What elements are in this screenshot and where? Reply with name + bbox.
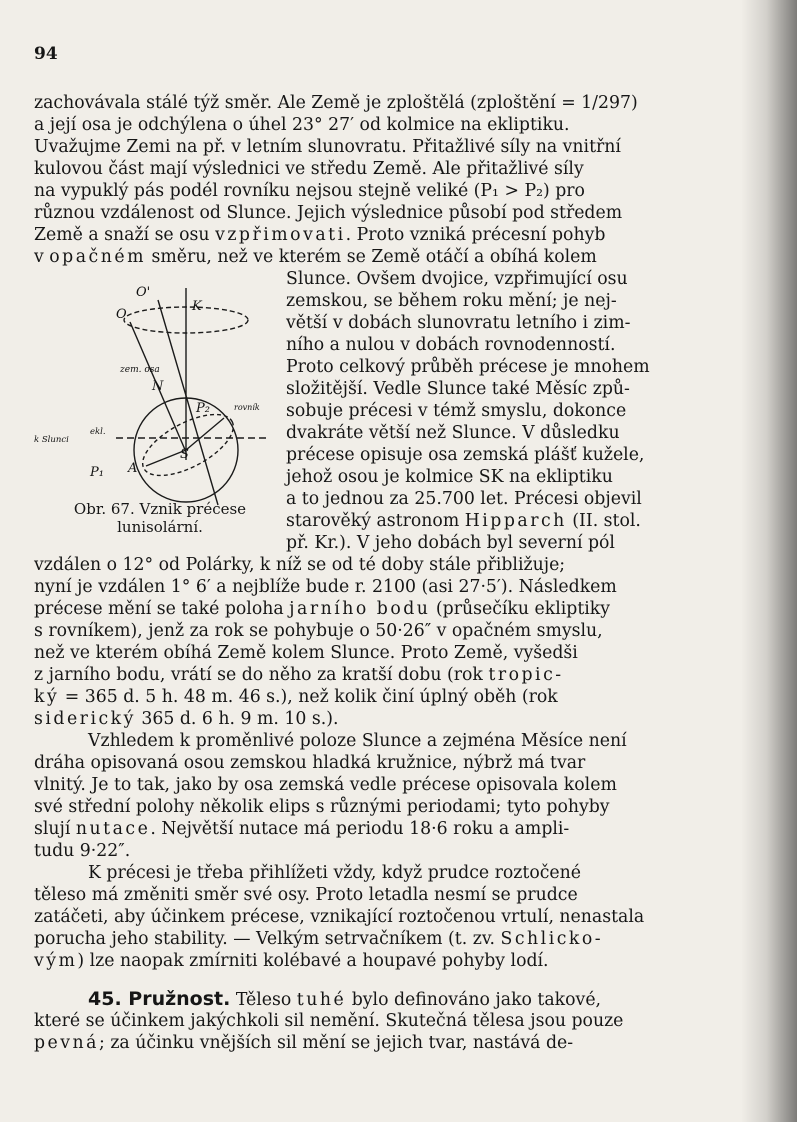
label-o: O bbox=[116, 307, 127, 322]
spaced-term: tuhé bbox=[296, 990, 347, 1010]
text-line: Proto celkový průběh précese je mnohem bbox=[286, 357, 650, 377]
text-run: bylo definováno jako takové, bbox=[346, 990, 602, 1010]
text-line: vlnitý. Je to tak, jako by osa zemská vedle précese opisovala kolem bbox=[34, 775, 617, 795]
spaced-term: ký bbox=[34, 687, 60, 707]
equator-ellipse bbox=[134, 402, 243, 488]
label-s: S bbox=[180, 447, 189, 462]
text-line: tudu 9·22″. bbox=[34, 841, 131, 861]
text-run: . Proto vzniká précesní pohyb bbox=[345, 225, 606, 245]
text-run: = 365 d. 5 h. 48 m. 46 s.), než kolik činí úplný oběh (rok bbox=[59, 687, 558, 707]
text-line bbox=[34, 708, 338, 730]
text-line: těleso má změniti směr své osy. Proto letadla nesmí se prudce bbox=[34, 885, 578, 905]
text-line: zemskou, se během roku mění; je nej- bbox=[286, 291, 617, 311]
section-heading-line bbox=[88, 988, 601, 1011]
text-line: složitější. Vedle Slunce také Měsíc způ- bbox=[286, 379, 630, 399]
text-line: vzdálen o 12° od Polárky, k níž se od té doby stále přibližuje; bbox=[34, 555, 566, 575]
label-k: K bbox=[192, 299, 202, 314]
text-line: na vypuklý pás podél rovníku nejsou stejně veliké (P₁ > P₂) pro bbox=[34, 181, 585, 201]
label-rovnik: rovník bbox=[234, 403, 260, 412]
text-run: z jarního bodu, vrátí se do něho za kratší dobu (rok bbox=[34, 665, 489, 685]
text-line: a to jednou za 25.700 let. Précesi objevil bbox=[286, 489, 642, 509]
text-line: sobuje précesi v témž smyslu, dokonce bbox=[286, 401, 627, 421]
text-run: (II. stol. bbox=[566, 511, 641, 531]
text-line: jehož osou je kolmice SK na ekliptiku bbox=[286, 467, 613, 487]
text-line bbox=[34, 598, 610, 620]
spaced-term: vým bbox=[34, 951, 78, 971]
text-run: (průsečíku ekliptiky bbox=[430, 599, 611, 619]
text-line: dvakráte větší než Slunce. V důsledku bbox=[286, 423, 620, 443]
figure-caption-line: lunisolární. bbox=[117, 518, 203, 536]
text-line: dráha opisovaná osou zemskou hladká kružnice, nýbrž má tvar bbox=[34, 753, 586, 773]
spaced-term: Schlicko- bbox=[500, 929, 604, 949]
text-line: a její osa je odchýlena o úhel 23° 27′ od kolmice na ekliptiku. bbox=[34, 115, 570, 135]
text-run: précese mění se také poloha bbox=[34, 599, 290, 619]
spaced-term: tropic- bbox=[488, 665, 564, 685]
text-line: s rovníkem), jenž za rok se pohybuje o 50·26″ v opačném smyslu, bbox=[34, 621, 603, 641]
text-line: nyní je vzdálen 1° 6′ a nejblíže bude r. 2100 (asi 27·5′). Následkem bbox=[34, 577, 617, 597]
text-line: různou vzdálenost od Slunce. Jejich výslednice působí pod středem bbox=[34, 203, 623, 223]
text-line: př. Kr.). V jeho dobách byl severní pól bbox=[286, 533, 615, 553]
page-number: 94 bbox=[34, 44, 58, 64]
text-line: kulovou část mají výslednici ve středu Země. Ale přitažlivé síly bbox=[34, 159, 584, 179]
label-p1: P₁ bbox=[90, 465, 104, 480]
text-run: Těleso bbox=[230, 990, 297, 1010]
spaced-term: pevná bbox=[34, 1033, 99, 1053]
precession-figure bbox=[28, 280, 282, 530]
spaced-term: Hipparch bbox=[464, 511, 567, 531]
text-run: porucha jeho stability. — Velkým setrvačníkem (t. zv. bbox=[34, 929, 501, 949]
text-line: Uvažujme Zemi na př. v letním slunovratu. Přitažlivé síly na vnitřní bbox=[34, 137, 621, 157]
text-run: . Největší nutace má periodu 18·6 roku a ampli- bbox=[150, 819, 570, 839]
text-run: slují bbox=[34, 819, 76, 839]
text-line: zachovávala stálé týž směr. Ale Země je zploštělá (zploštění = 1/297) bbox=[34, 93, 638, 113]
label-zem-osa: zem. osa bbox=[120, 365, 160, 375]
text-line: než ve kterém obíhá Země kolem Slunce. Proto Země, vyšedši bbox=[34, 643, 578, 663]
text-run: ) lze naopak zmírniti kolébavé a houpavé pohyby lodí. bbox=[77, 951, 549, 971]
spaced-term: vzpřimovati bbox=[215, 225, 346, 245]
text-line bbox=[34, 686, 558, 708]
text-line: Slunce. Ovšem dvojice, vzpřimující osu bbox=[286, 269, 628, 289]
text-line: větší v dobách slunovratu letního i zim- bbox=[286, 313, 631, 333]
text-line: své střední polohy několik elips s různými periodami; tyto pohyby bbox=[34, 797, 610, 817]
figure-caption-line: Obr. 67. Vznik précese bbox=[73, 500, 247, 518]
label-o-prime: O' bbox=[136, 285, 151, 300]
text-run: ; za účinku vnějších sil mění se jejich tvar, nastává de- bbox=[99, 1033, 574, 1053]
text-line bbox=[34, 664, 564, 686]
spaced-term: jarního bodu bbox=[289, 599, 431, 619]
text-line: zatáčeti, aby účinkem précese, vznikající roztočenou vrtulí, nenastala bbox=[34, 907, 645, 927]
text-line: Vzhledem k proměnlivé poloze Slunce a zejména Měsíce není bbox=[88, 731, 627, 751]
text-line bbox=[34, 246, 597, 268]
text-line bbox=[286, 510, 641, 532]
text-line: précese opisuje osa zemská plášť kužele, bbox=[286, 445, 645, 465]
figure-caption bbox=[60, 500, 260, 536]
text-run: Země a snaží se osu bbox=[34, 225, 216, 245]
spaced-term: opačném bbox=[49, 247, 146, 267]
page-edge-shadow bbox=[741, 0, 797, 1122]
text-line bbox=[34, 950, 549, 972]
text-line: které se účinkem jakýchkoli sil nemění. Skutečná tělesa jsou pouze bbox=[34, 1011, 624, 1031]
text-line: K précesi je třeba přihlížeti vždy, když prudce roztočené bbox=[88, 863, 582, 883]
text-line bbox=[34, 224, 605, 246]
section-heading: 45. Pružnost. bbox=[88, 988, 231, 1010]
label-k-slunci: k Slunci bbox=[34, 435, 69, 445]
text-run: 365 d. 6 h. 9 m. 10 s.). bbox=[135, 709, 339, 729]
text-line bbox=[34, 928, 603, 950]
text-line bbox=[34, 818, 569, 840]
text-line bbox=[34, 1032, 573, 1054]
text-run: v bbox=[34, 247, 50, 267]
spaced-term: siderický bbox=[34, 709, 136, 729]
label-n: N bbox=[152, 379, 164, 394]
label-p2: P₂ bbox=[196, 401, 210, 416]
text-run: směru, než ve kterém se Země otáčí a obíhá kolem bbox=[145, 247, 597, 267]
label-ekl: ekl. bbox=[90, 427, 106, 437]
spaced-term: nutace bbox=[75, 819, 151, 839]
text-run: starověký astronom bbox=[286, 511, 465, 531]
label-a: A bbox=[128, 461, 138, 476]
text-line: ního a nulou v dobách rovnodenností. bbox=[286, 335, 616, 355]
